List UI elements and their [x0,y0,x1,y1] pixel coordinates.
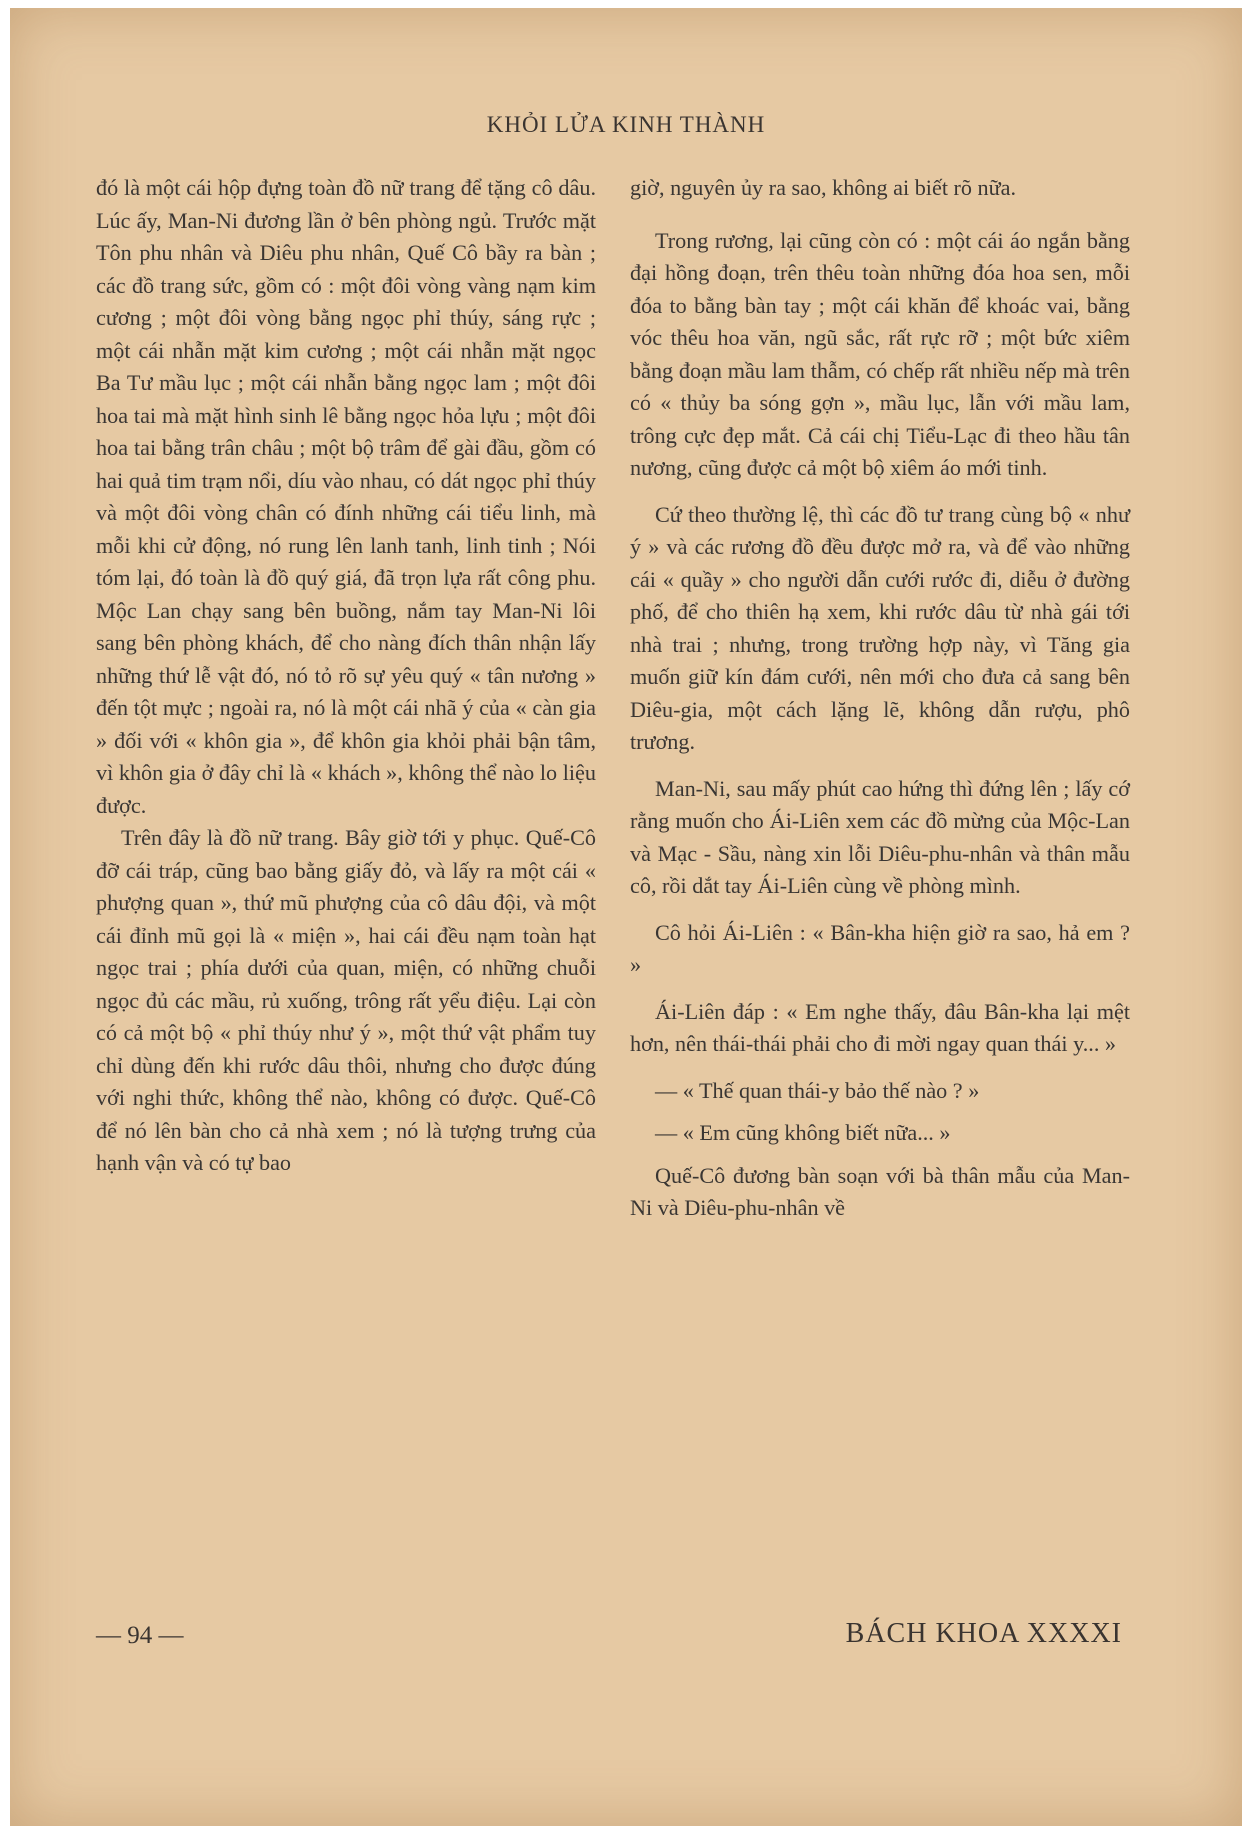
left-column [96,172,596,1180]
right-paragraph-2: Trong rương, lại cũng còn có : một cái áo ngắn bằng đại hồng đoạn, trên thêu toàn những đóa hoa sen, mỗi đóa to bằng bàn tay ; một cái khăn để khoác vai, bằng vóc thêu hoa văn, ngũ sắc, rất rực rỡ ; một bức xiêm bằng đoạn mầu lam thẫm, có chếp rất nhiều nếp mà trên có « thủy ba sóng gợn », mầu lục, lẫn với mầu lam, trông cực đẹp mắt. Cả cái chị Tiểu-Lạc đi theo hầu tân nương, cũng được cả một bộ xiêm áo mới tinh. [630,227,1130,480]
right-paragraph-9: Quế-Cô đương bàn soạn với bà thân mẫu của Man-Ni và Diêu-phu-nhân về [630,1162,1130,1220]
right-paragraph-6: Ái-Liên đáp : « Em nghe thấy, đâu Bân-kha lại mệt hơn, nên thái-thái phải cho đi mời ngay quan thái y... » [630,998,1130,1056]
right-paragraph-8: — « Em cũng không biết nữa... » [655,1120,951,1145]
running-title: KHỎI LỬA KINH THÀNH [486,112,766,137]
right-paragraph-5: Cô hỏi Ái-Liên : « Bân-kha hiện giờ ra sao, hả em ? » [630,919,1130,977]
publication-name: BÁCH KHOA XXXXI [845,1618,1122,1649]
right-paragraph-7: — « Thế quan thái-y bảo thế nào ? » [655,1077,980,1103]
right-column [630,172,1130,1239]
right-paragraph-3: Cứ theo thường lệ, thì các đồ tư trang cùng bộ « như ý » và các rương đồ đều được mở ra, và để vào những cái « quầy » cho người dẫn cưới rước đi, diễu ở đường phố, để cho thiên hạ xem, khi rước dâu từ nhà gái tới nhà trai ; nhưng, trong trường hợp này, vì Tăng gia muốn giữ kín đám cưới, nên mới cho đưa cả sang bên Diêu-gia, một cách lặng lẽ, không dẫn rượu, phô trương. [630,501,1130,754]
right-paragraph-1: giờ, nguyên ủy ra sao, không ai biết rõ nữa. [630,175,1017,200]
left-paragraph-2: Trên đây là đồ nữ trang. Bây giờ tới y phục. Quế-Cô đỡ cái tráp, cũng bao bằng giấy đỏ, và lấy ra một cái « phượng quan », thứ mũ phượng của cô dâu đội, và một cái đỉnh mũ gọi là « miện », hai cái đều nạm toàn hạt ngọc trai ; phía dưới của quan, miện, có những chuỗi ngọc đủ các mầu, rủ xuống, trông rất yểu điệu. Lại còn có cả một bộ « phỉ thúy như ý », một thứ vật phẩm tuy chỉ dùng đến khi rước dâu thôi, nhưng cho được đúng với nghi thức, không thể nào, không có được. Quế-Cô để nó lên bàn cho cả nhà xem ; nó là tượng trưng của hạnh vận và có tự bao [96,825,596,1175]
right-paragraph-4: Man-Ni, sau mấy phút cao hứng thì đứng lên ; lấy cớ rằng muốn cho Ái-Liên xem các đồ mừng của Mộc-Lan và Mạc - Sầu, nàng xin lỗi Diêu-phu-nhân và thân mẫu cô, rồi dắt tay Ái-Liên cùng về phòng mình. [630,775,1130,898]
page-number: — 94 — [96,1622,184,1649]
left-paragraph-1: đó là một cái hộp đựng toàn đồ nữ trang để tặng cô dâu. Lúc ấy, Man-Ni đương lần ở bên phòng ngủ. Trước mặt Tôn phu nhân và Diêu phu nhân, Quế Cô bầy ra bàn ; các đồ trang sức, gồm có : một đôi vòng vàng nạm kim cương ; một đôi vòng bằng ngọc phỉ thúy, sáng rực ; một cái nhẫn mặt kim cương ; một cái nhẫn mặt ngọc Ba Tư mầu lục ; một cái nhẫn bằng ngọc lam ; một đôi hoa tai mà mặt hình sinh lê bằng ngọc hỏa lựu ; một đôi hoa tai bằng trân châu ; một bộ trâm để gài đầu, gồm có hai quả tim trạm nổi, díu vào nhau, có dát ngọc phỉ thúy và một đôi vòng chân có đính những cái tiểu linh, mà mỗi khi cử động, nó rung lên lanh tanh, linh tinh ; Nói tóm lại, đó toàn là đồ quý giá, đã trọn lựa rất công phu. Mộc Lan chạy sang bên buồng, nắm tay Man-Ni lôi sang bên phòng khách, để cho nàng đích thân nhận lấy những thứ lễ vật đó, nó tỏ rõ sự yêu quý « tân nương » đến tột mực ; ngoài ra, nó là một cái nhã ý của « càn gia » đối với « khôn gia », để khôn gia khỏi phải bận tâm, vì khôn gia ở đây chỉ là « khách », không thể nào lo liệu được. [96,175,596,818]
